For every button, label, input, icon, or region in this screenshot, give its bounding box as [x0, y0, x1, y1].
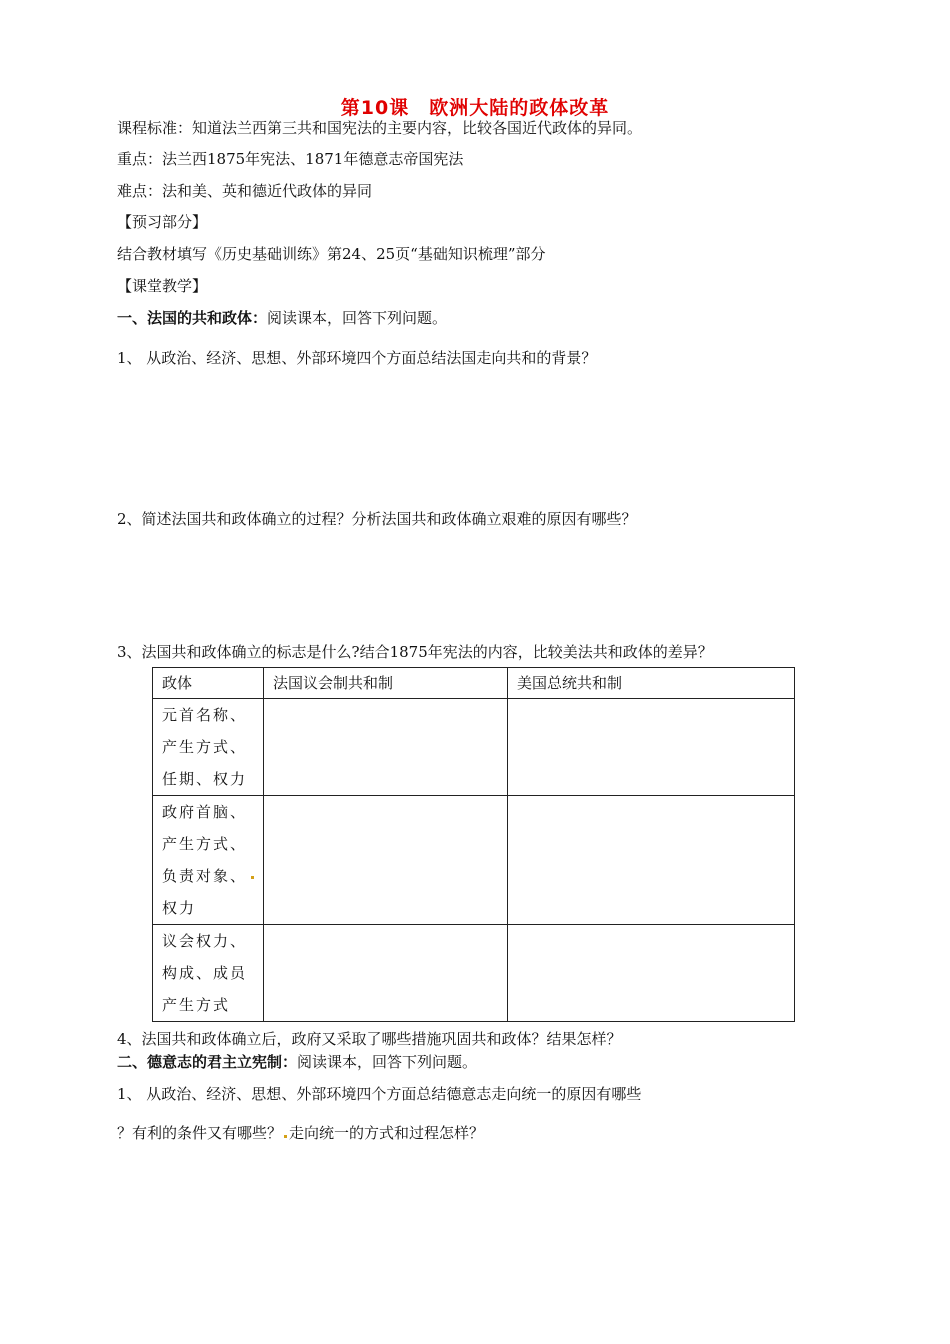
answer-cell-usa[interactable] — [508, 796, 795, 925]
section2-question-1-part-b: 走向统一的方式和过程怎样？ — [289, 1124, 485, 1142]
difficulty: 难点：法和美、英和德近代政体的异同 — [117, 182, 373, 200]
class-heading: 【课堂教学】 — [117, 277, 208, 295]
stray-mark-icon — [284, 1135, 287, 1138]
table-row — [153, 796, 795, 925]
answer-cell-usa[interactable] — [508, 925, 795, 1022]
preview-text: 结合教材填写《历史基础训练》第24、25页“基础知识梳理”部分 — [117, 245, 546, 263]
row-label-line: 产生方式 — [162, 996, 231, 1014]
section1-question-2: 2、简述法国共和政体确立的过程？分析法国共和政体确立艰难的原因有哪些？ — [117, 510, 637, 528]
header-cell-france: 法国议会制共和制 — [264, 668, 508, 699]
table-row — [153, 925, 795, 1022]
section1-instruction: 阅读课本，回答下列问题。 — [267, 309, 448, 327]
table-row — [153, 699, 795, 796]
row-label-line: 元首名称、 — [162, 706, 248, 724]
answer-cell-usa[interactable] — [508, 699, 795, 796]
section2-heading: 二、德意志的君主立宪制： — [117, 1053, 298, 1071]
section1-question-3: 3、法国共和政体确立的标志是什么?结合1875年宪法的内容，比较美法共和政体的差异？ — [117, 643, 713, 661]
answer-cell-france[interactable] — [264, 796, 508, 925]
course-standard: 课程标准：知道法兰西第三共和国宪法的主要内容，比较各国近代政体的异同。 — [117, 119, 643, 137]
row-label-line: 负责对象、 — [162, 860, 254, 892]
row-label-line: 任期、权力 — [162, 770, 248, 788]
section2-question-1-line1: 1、 从政治、经济、思想、外部环境四个方面总结德意志走向统一的原因有哪些 — [117, 1085, 642, 1103]
row-label-parliament — [153, 925, 264, 1022]
section1-question-4: 4、法国共和政体确立后，政府又采取了哪些措施巩固共和政体？结果怎样？ — [117, 1030, 622, 1048]
row-label-head-of-state — [153, 699, 264, 796]
row-label-line: 议会权力、 — [162, 932, 248, 950]
row-label-line: 政府首脑、 — [162, 803, 248, 821]
section1-heading: 一、法国的共和政体： — [117, 309, 268, 327]
lesson-title: 第10课 欧洲大陆的政体改革 — [340, 97, 610, 119]
key-points: 重点：法兰西1875年宪法、1871年德意志帝国宪法 — [117, 150, 464, 168]
answer-cell-france[interactable] — [264, 699, 508, 796]
row-label-head-of-government — [153, 796, 264, 925]
header-cell-regime: 政体 — [153, 668, 264, 699]
section2-question-1-part-a: ？有利的条件又有哪些？ — [117, 1124, 283, 1142]
preview-heading: 【预习部分】 — [117, 213, 208, 231]
section1-question-1: 1、 从政治、经济、思想、外部环境四个方面总结法国走向共和的背景？ — [117, 349, 597, 367]
table-header-row — [153, 668, 795, 699]
stray-mark-icon — [251, 876, 254, 879]
header-cell-usa: 美国总统共和制 — [508, 668, 795, 699]
row-label-line: 权力 — [162, 899, 197, 917]
section2-heading-line — [117, 1052, 477, 1072]
row-label-line: 构成、成员 — [162, 964, 248, 982]
section1-heading-line — [117, 308, 447, 328]
row-label-line: 产生方式、 — [162, 738, 248, 756]
answer-cell-france[interactable] — [264, 925, 508, 1022]
row-label-line: 产生方式、 — [162, 835, 248, 853]
comparison-table — [152, 667, 795, 1022]
section2-question-1-line2 — [117, 1123, 484, 1143]
section2-instruction: 阅读课本，回答下列问题。 — [297, 1053, 478, 1071]
